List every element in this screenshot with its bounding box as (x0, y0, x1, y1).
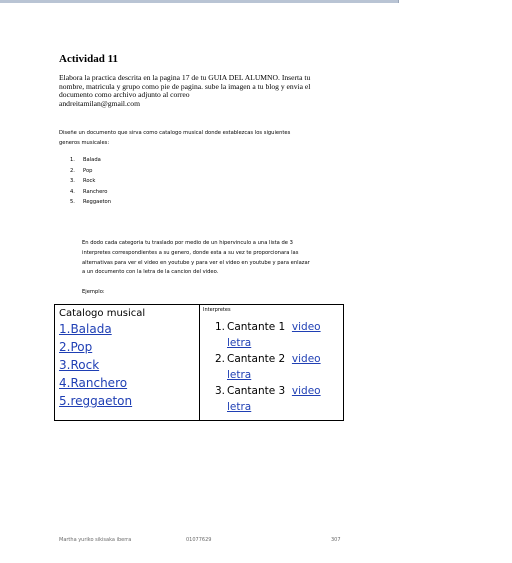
example-label: Ejemplo: (82, 289, 105, 295)
instructions-email: andreitamilan@gmail.com (59, 98, 141, 108)
instructions-line: nombre, matricula y grupo como pie de pagina. sube la imagen a tu blog y envia el (59, 81, 311, 91)
intro-text (59, 129, 359, 148)
letra-link[interactable]: letra (227, 337, 252, 349)
list-item: 2. Cantante 2 video letra (215, 353, 321, 381)
catalog-link-rock[interactable]: 3.Rock (59, 358, 100, 372)
catalog-title: Catalogo musical (59, 308, 146, 319)
paragraph-line: a un documento con la letra de la cancion del video. (82, 269, 219, 276)
video-link[interactable]: video (291, 385, 321, 397)
singer-list (203, 319, 343, 415)
letra-link[interactable]: letra (227, 369, 252, 381)
page-title: Actividad 11 (59, 53, 118, 65)
singer-name: Cantante 2 (227, 353, 286, 365)
letra-link[interactable]: letra (227, 401, 252, 413)
list-item: 2. Pop (70, 167, 93, 174)
interpretes-cell (203, 307, 343, 415)
list-item: 5. Reggaeton (70, 199, 112, 206)
instructions-text (59, 74, 349, 108)
list-item: 4. Ranchero (70, 188, 108, 195)
video-link[interactable]: video (291, 353, 321, 365)
genre-list (70, 155, 111, 208)
intro-line: generos musicales: (59, 139, 110, 146)
list-item: 1. Balada (70, 157, 101, 163)
catalog-cell (59, 307, 197, 410)
list-item: 3. Cantante 3 video letra (215, 385, 321, 413)
list-item: 1. Cantante 1 video letra (215, 321, 321, 349)
footer-id: 01077629 (186, 537, 212, 543)
footer-group: 307 (331, 537, 341, 543)
catalog-link-ranchero[interactable]: 4.Ranchero (59, 376, 128, 390)
footer-name: Martha yuriko sikisaka iberra (59, 537, 132, 543)
intro-line: Diseñe un documento que sirva como catalogo musical donde establezcas los siguientes (59, 130, 291, 136)
singer-name: Cantante 3 (227, 385, 286, 397)
instructions-line: Elabora la practica descrita en la pagina 17 de tu GUIA DEL ALUMNO. Inserta tu (59, 73, 311, 82)
table-divider (199, 305, 200, 420)
document-page (0, 3, 400, 563)
description-paragraph (82, 239, 352, 278)
paragraph-line: interpretes correspondientes a su genero, donde esta a su vez te proporcionara las (82, 249, 299, 256)
singer-name: Cantante 1 (227, 321, 286, 333)
interpretes-title: Interpretes (203, 307, 231, 313)
instructions-line: documento como archivo adjunto al correo (59, 90, 190, 100)
video-link[interactable]: video (291, 321, 321, 333)
catalog-link-pop[interactable]: 2.Pop (59, 340, 93, 354)
list-item: 3. Rock (70, 178, 96, 185)
paragraph-line: En dodo cada categoria tu traslado por medio de un hipervinculo a una lista de 3 (82, 240, 293, 246)
catalog-link-balada[interactable]: 1.Balada (59, 322, 112, 336)
catalog-link-reggaeton[interactable]: 5.reggaeton (59, 394, 133, 408)
paragraph-line: alternativas para ver el video en youtube y para ver el video en youtube y para enlazar (82, 259, 310, 266)
catalog-table (54, 304, 344, 421)
